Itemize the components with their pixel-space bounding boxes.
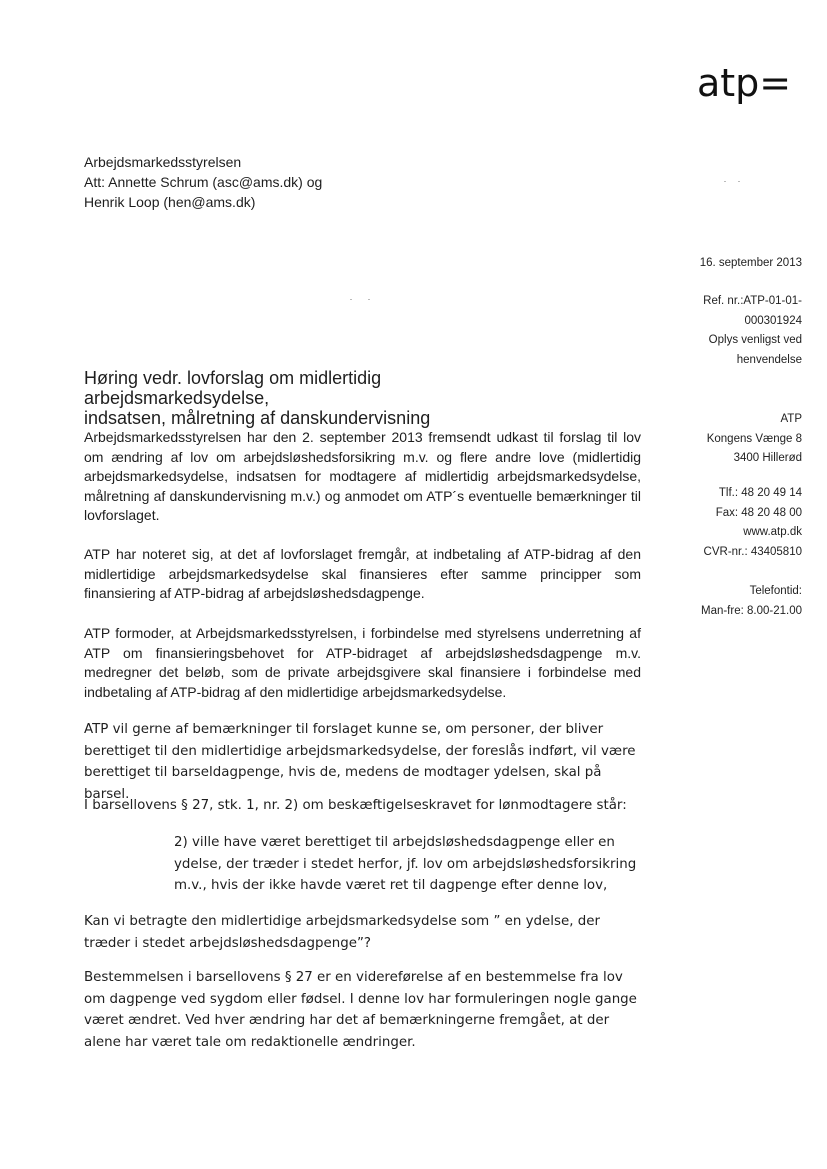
scan-speck <box>724 181 726 182</box>
sender-org: ATP <box>780 413 802 425</box>
sender-cvr: CVR-nr.: 43405810 <box>703 545 802 558</box>
paragraph-3: ATP formoder, at Arbejdsmarkedsstyrelsen, i forbindelse med styrelsens underretning af ATP om finansieringsbehovet for ATP-bidraget af arbejdsløshedsdagpenge m.v. medregner det beløb, som de private arbejdsgivere skal finansiere i forbindelse med indbetaling af ATP-bidrag af den midlertidige arbejdsmarkedsydelse. <box>84 625 641 700</box>
sender-website: www.atp.dk <box>743 526 802 539</box>
reference-block <box>703 292 802 370</box>
paragraph-5: I barsellovens § 27, stk. 1, nr. 2) om beskæftigelseskravet for lønmodtagere står: <box>84 798 627 813</box>
scan-speck <box>738 181 740 182</box>
paragraph-6: Kan vi betragte den midlertidige arbejdsmarkedsydelse som ” en ydelse, der træder i stedet arbejdsløshedsdagpenge”? <box>84 914 600 951</box>
sender-fax: Fax: 48 20 48 00 <box>715 506 802 519</box>
atp-logo: atp= <box>697 61 792 105</box>
scan-speck <box>350 299 352 300</box>
phone-hours-value: Man-fre: 8.00-21.00 <box>700 604 802 617</box>
letter-subject-line1: Høring vedr. lovforslag om midlertidig arbejdsmarkedsydelse, <box>84 368 382 408</box>
paragraph-4: ATP vil gerne af bemærkninger til forslaget kunne se, om personer, der bliver berettiget til den midlertidige arbejdsmarkedsydelse, der foreslås indført, vil være berettiget til barseldagpenge, hvis de, medens de modtager ydelsen, skal på barsel. <box>84 722 636 802</box>
letter-subject <box>84 368 564 428</box>
sender-contact <box>704 484 802 562</box>
paragraph-2: ATP har noteret sig, at det af lovforslaget fremgår, at indbetaling af ATP-bidrag af den midlertidige arbejdsmarkedsydelse skal finansieres efter samme principper som finansiering af ATP-bidrag af arbejdsløshedsdagpenge. <box>84 546 641 601</box>
sender-address <box>707 410 802 469</box>
sender-street: Kongens Vænge 8 <box>706 432 802 445</box>
recipient-attention: Att: Annette Schrum (asc@ams.dk) og <box>84 174 323 190</box>
phone-hours <box>701 582 802 621</box>
letter-date-block <box>700 254 802 274</box>
paragraph-7: Bestemmelsen i barsellovens § 27 er en videreførelse af en bestemmelse fra lov om dagpenge ved sygdom eller fødsel. I denne lov har formuleringen nogle gange været ændret. Ved hver ændring har det af bemærkningerne fremgået, at der alene har været tale om redaktionelle ændringer. <box>84 970 637 1050</box>
reference-number: Ref. nr.:ATP-01-01- <box>703 295 802 307</box>
sender-phone: Tlf.: 48 20 49 14 <box>718 487 802 499</box>
legal-quote: 2) ville have været berettiget til arbejdsløshedsdagpenge eller en ydelse, der træder i stedet herfor, jf. lov om arbejdsløshedsforsikring m.v., hvis der ikke havde været ret til dagpenge efter denne lov, <box>174 835 637 894</box>
reference-note-cont: henvendelse <box>736 353 802 366</box>
letter-date: 16. september 2013 <box>699 257 802 269</box>
phone-hours-label: Telefontid: <box>749 585 802 597</box>
letter-subject-line2: indsatsen, målretning af danskundervisning <box>84 408 431 428</box>
sender-city: 3400 Hillerød <box>733 452 802 465</box>
paragraph-1: Arbejdsmarkedsstyrelsen har den 2. september 2013 fremsendt udkast til forslag til lov om ændring af lov om arbejdsløshedsforsikring m.v. og flere andre love (midlertidig arbejdsmarkedsydelse, indsatsen for modtagere af midlertidig arbejdsmarkedsydelse, målretning af danskundervisning m.v.) og anmodet om ATP´s eventuelle bemærkninger til lovforslaget. <box>84 429 641 523</box>
recipient-attention-cont: Henrik Loop (hen@ams.dk) <box>84 194 256 210</box>
reference-note: Oplys venligst ved <box>708 334 802 347</box>
recipient-org: Arbejdsmarkedsstyrelsen <box>84 154 242 170</box>
reference-number-cont: 000301924 <box>744 314 802 327</box>
recipient-address <box>84 152 322 212</box>
scan-speck <box>368 299 370 300</box>
